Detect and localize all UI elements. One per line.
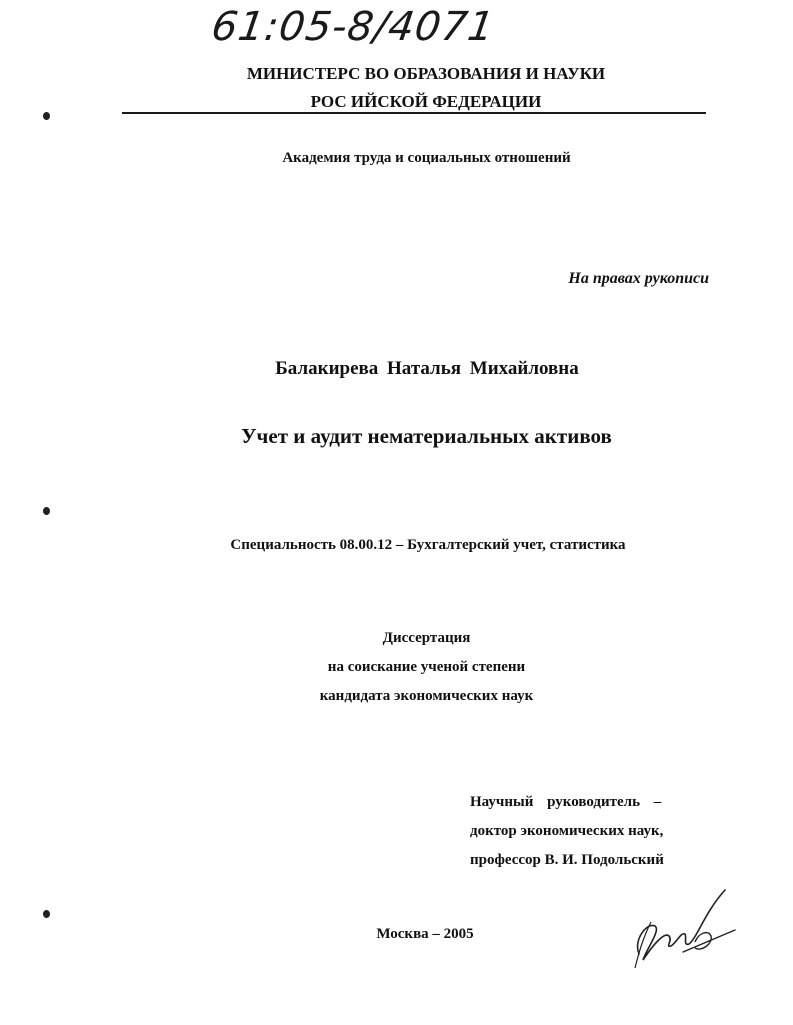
ministry-header <box>236 60 616 116</box>
dissertation-title: Учет и аудит нематериальных активов <box>241 424 612 448</box>
ministry-line-2: РОС ИЙСКОЙ ФЕДЕРАЦИИ <box>310 92 542 111</box>
dissertation-line-1: Диссертация <box>382 630 471 646</box>
supervisor-block <box>470 788 664 875</box>
binding-hole-mark <box>43 910 50 918</box>
binding-hole-mark <box>43 507 50 515</box>
dissertation-line-3: кандидата экономических наук <box>319 688 534 704</box>
specialty-line: Специальность 08.00.12 – Бухгалтерский учет, статистика <box>230 537 626 553</box>
supervisor-line-2: доктор экономических наук, <box>470 823 664 839</box>
binding-hole-mark <box>43 112 50 120</box>
academy-name: Академия труда и социальных отношений <box>282 150 571 166</box>
ministry-line-1: МИНИСТЕРС ВО ОБРАЗОВАНИЯ И НАУКИ <box>246 64 606 83</box>
city-year: Москва – 2005 <box>376 926 474 942</box>
manuscript-note: На правах рукописи <box>568 270 709 287</box>
dissertation-line-2: на соискание ученой степени <box>327 659 526 675</box>
dissertation-block <box>270 624 583 711</box>
supervisor-line-1: Научный руководитель – <box>470 794 662 810</box>
supervisor-line-3: профессор В. И. Подольский <box>470 852 664 868</box>
archive-code-handwritten: 61:05-8/4071 <box>208 4 498 50</box>
header-divider <box>122 112 706 114</box>
signature-icon <box>625 882 745 972</box>
author-name: Балакирева Наталья Михайловна <box>275 358 579 379</box>
